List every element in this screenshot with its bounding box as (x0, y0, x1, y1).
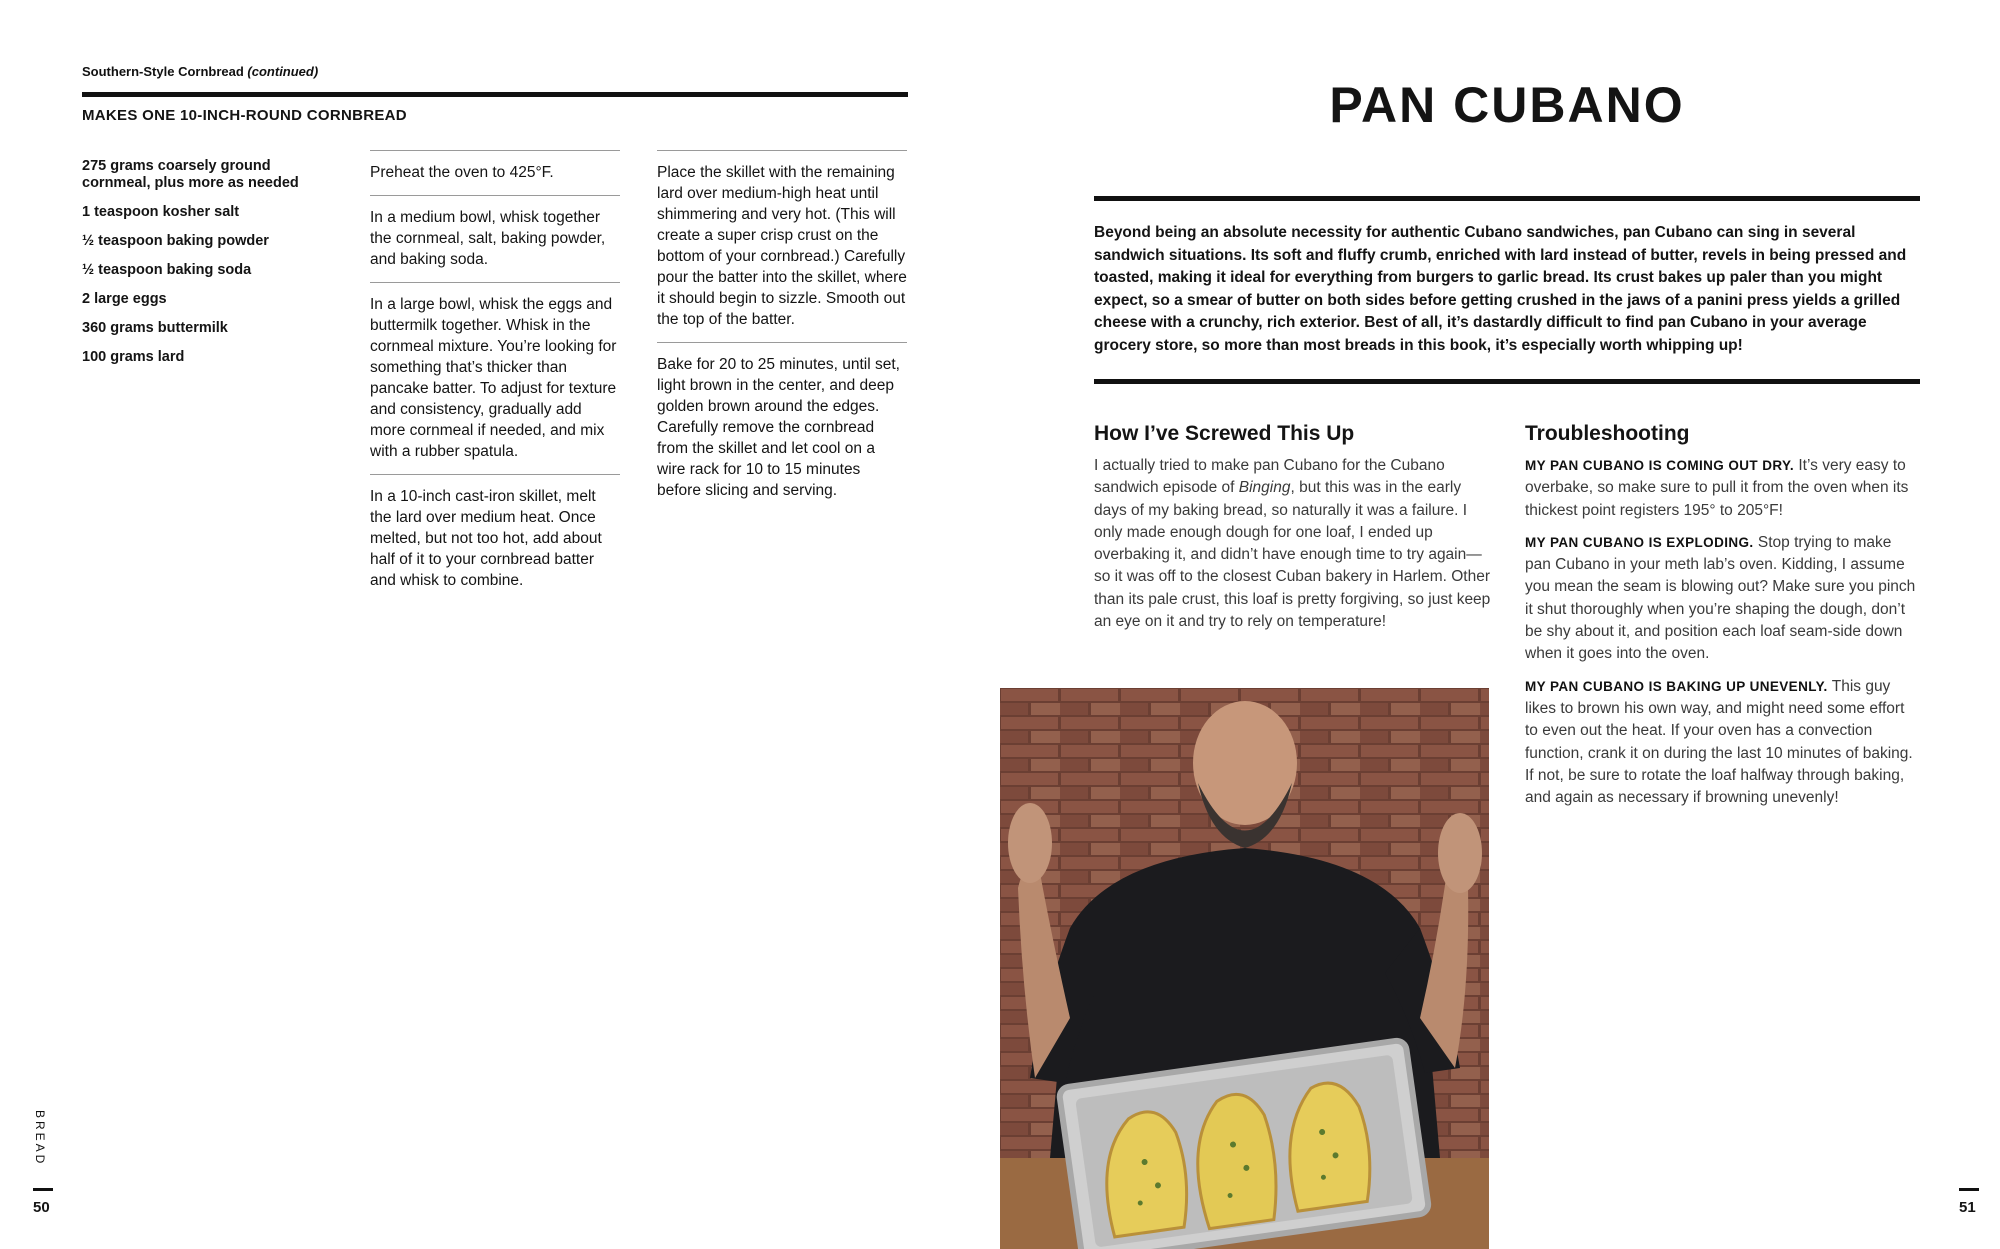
folio-bar (1959, 1188, 1979, 1191)
page-number-right: 51 (1959, 1199, 1976, 1216)
ingredient-item: 100 grams lard (82, 349, 185, 365)
screwed-up-heading: How I’ve Screwed This Up (1094, 422, 1355, 445)
ingredient-item: 360 grams buttermilk (82, 320, 228, 336)
show-title: Binging (1238, 479, 1291, 497)
troubleshooting-item (1525, 676, 1920, 810)
top-rule (82, 92, 908, 97)
screwed-up-text (1094, 455, 1494, 633)
recipe-yield: MAKES ONE 10-INCH-ROUND CORNBREAD (82, 107, 407, 124)
troubleshooting-heading: Troubleshooting (1525, 422, 1690, 445)
ingredient-item: ½ teaspoon baking soda (82, 262, 252, 278)
screwed-up-text-end: , but this was in the early days of my baking bread, so naturally it was a failure. I only made enough dough for one loaf, I ended up overbaking it, and didn’t have enough time to try again—so it was off to the closest Cuban bakery in Harlem. Other than its pale crust, this loaf is pretty forgiving, so just keep an eye on it and try to rely on temperature! (1094, 479, 1491, 631)
running-head-continued: (continued) (247, 64, 319, 79)
troubleshooting-lead: MY PAN CUBANO IS COMING OUT DRY. (1525, 458, 1795, 473)
method-step: Preheat the oven to 425°F. (370, 150, 620, 195)
method-column-1 (370, 150, 620, 591)
running-head-title: Southern-Style Cornbread (82, 64, 244, 79)
method-step: Place the skillet with the remaining lard over medium-high heat until shimmering and very hot. (This will create a super crisp crust on the bottom of your cornbread.) Carefully pour the batter into the skillet, where it should begin to sizzle. Smooth out the top of the batter. (657, 150, 907, 342)
troubleshooting-text: This guy likes to brown his own way, and might need some effort to even out the heat. If your oven has a convection function, crank it on during the last 10 minutes of baking. If not, be sure to rotate the loaf halfway through baking, and again as necessary if browning unevenly! (1525, 677, 1913, 807)
method-step: Bake for 20 to 25 minutes, until set, light brown in the center, and deep golden brown around the edges. Carefully remove the cornbread from the skillet and let cool on a wire rack for 10 to 15 minutes before slicing and serving. (657, 342, 907, 501)
baker-photo (1000, 688, 1489, 1249)
ingredient-list (82, 158, 332, 378)
page-number-left: 50 (33, 1199, 50, 1216)
troubleshooting-lead: MY PAN CUBANO IS EXPLODING. (1525, 534, 1754, 550)
troubleshooting-text: It’s very easy to overbake, so make sure to pull it from the oven when its thickest point registers 195° to 205°F! (1525, 457, 1909, 519)
running-head (82, 64, 318, 79)
troubleshooting-item (1525, 455, 1920, 522)
title-rule (1094, 196, 1920, 201)
method-step: In a medium bowl, whisk together the cornmeal, salt, baking powder, and baking soda. (370, 195, 620, 282)
troubleshooting-section (1525, 422, 1920, 819)
intro-rule (1094, 379, 1920, 384)
screwed-up-text-start: I actually tried to make pan Cubano for the Cubano sandwich episode of (1094, 457, 1445, 497)
folio-bar (33, 1188, 53, 1191)
method-column-2 (657, 150, 907, 501)
method-step: In a 10-inch cast-iron skillet, melt the lard over medium heat. Once melted, but not too hot, add about half of it to your cornbread batter and whisk to combine. (370, 474, 620, 591)
ingredient-item: 2 large eggs (82, 291, 167, 307)
ingredient-item: ½ teaspoon baking powder (82, 233, 269, 249)
recipe-title: PAN CUBANO (1329, 77, 1685, 133)
recipe-intro: Beyond being an absolute necessity for authentic Cubano sandwiches, pan Cubano can sing in several sandwich situations. Its soft and fluffy crumb, enriched with lard instead of butter, revels in being pressed and toasted, making it ideal for everything from burgers to garlic bread. Its crust bakes up paler than you might expect, so a smear of butter on both sides before getting crushed in the jaws of a panini press yields a grilled cheese with a crunchy, rich exterior. Best of all, it’s dastardly difficult to find pan Cubano in your average grocery store, so more than most breads in this book, it’s especially worth whipping up! (1094, 224, 1907, 354)
troubleshooting-text: Stop trying to make pan Cubano in your meth lab’s oven. Kidding, I assume you mean the seam is blowing out? Make sure you pinch it shut thoroughly when you’re shaping the dough, don’t be shy about it, and position each loaf seam-side down when it goes into the oven. (1525, 533, 1916, 663)
screwed-up-section (1094, 422, 1494, 633)
troubleshooting-lead: MY PAN CUBANO IS BAKING UP UNEVENLY. (1525, 678, 1828, 694)
method-step: In a large bowl, whisk the eggs and buttermilk together. Whisk in the cornmeal mixture. You’re looking for something that’s thicker than pancake batter. To adjust for texture and consistency, gradually add more cornmeal if needed, and mix with a rubber spatula. (370, 282, 620, 474)
section-label: BREAD (33, 1110, 47, 1167)
ingredient-item: 275 grams coarsely ground cornmeal, plus more as needed (82, 158, 299, 191)
ingredient-item: 1 teaspoon kosher salt (82, 204, 240, 220)
troubleshooting-item (1525, 532, 1920, 666)
